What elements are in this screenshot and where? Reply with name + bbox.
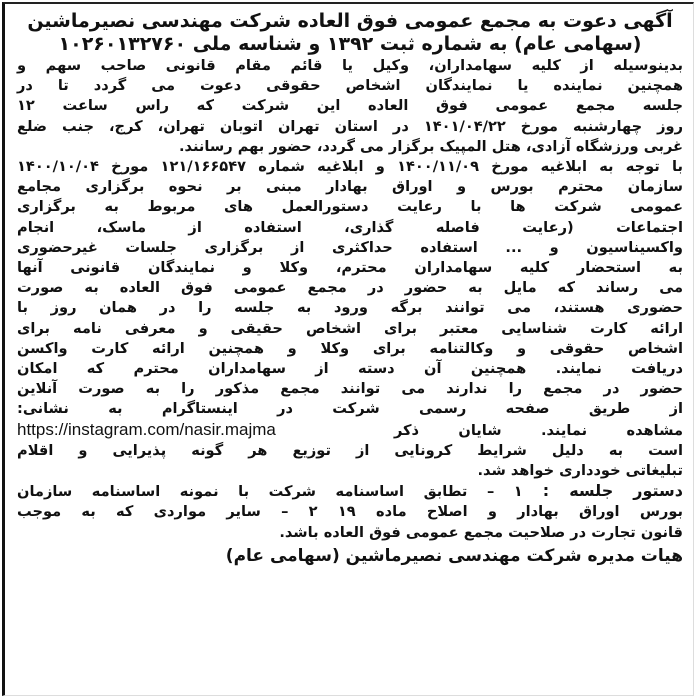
- text-line: جلسه مجمع عمومی فوق العاده این شرکت که راس ساعت ۱۲: [17, 97, 683, 115]
- instagram-link[interactable]: https://instagram.com/nasir.majma: [17, 419, 276, 439]
- text-line: به استحضار کلیه سهامداران محترم، وکلا و نمایندگان قانونی آنها: [17, 259, 683, 277]
- signature-board-of-directors: هیات مدیره شرکت مهندسی نصیرماشین (سهامی عام): [225, 545, 683, 566]
- text-line: اجتماعات (رعایت فاصله گذاری، استفاده از ماسک، انجام: [17, 218, 683, 236]
- agenda-section: [17, 481, 683, 543]
- text-line: تبلیغاتی خودداری خواهد شد.: [477, 462, 683, 480]
- notice-title: [17, 10, 683, 56]
- url-line: [17, 420, 683, 441]
- text-line: غربی ورزشگاه آزادی، هتل المپیک برگزار می گردد، حضور بهم رسانند.: [178, 137, 683, 155]
- text-line: عمومی شرکت ها با رعایت دستورالعمل های مربوط به برگزاری: [17, 198, 683, 216]
- text-line: روز چهارشنبه مورخ ۱۴۰۱/۰۴/۲۲ در استان تهران اتوبان تهران، کرج، جنب ضلع: [17, 117, 683, 135]
- agenda-item-1: ۱ – تطابق اساسنامه شرکت با نمونه اساسنامه سازمان: [17, 483, 523, 501]
- agenda-line-3: قانون تجارت در صلاحیت مجمع عمومی فوق العاده باشد.: [279, 523, 683, 541]
- title-line-1: آگهی دعوت به مجمع عمومی فوق العاده شرکت مهندسی نصیرماشین: [27, 10, 673, 32]
- agenda-line-2: بورس اوراق بهادار و اصلاح ماده ۱۹ ۲ – سایر مواردی که به موجب: [17, 503, 683, 521]
- text-line: است به دلیل شرایط کرونایی از توزیع هر گونه پذیرایی و اقلام: [17, 441, 683, 459]
- agenda-label: دستور جلسه :: [522, 481, 683, 501]
- text-line: دریافت نمایند. همچنین آن دسته از سهامداران محترم که امکان: [17, 360, 683, 378]
- text-line: بدینوسیله از کلیه سهامداران، وکیل یا قائم مقام قانونی صاحب سهم و: [17, 57, 683, 74]
- text-line: حضوری هستند، می توانند برگه ورود به جلسه را در همان روز با: [17, 299, 683, 317]
- text-line: اشخاص حقوقی و وکالتنامه برای وکلا و همچنین ارائه کارت واکسن: [17, 339, 683, 357]
- text-line: سازمان محترم بورس و اوراق بهادار مبنی بر نحوه برگزاری مجامع: [17, 178, 683, 196]
- text-line: همچنین نماینده یا نمایندگان اشخاص حقوقی دعوت می گردد تا در: [17, 77, 683, 95]
- notice-content: [17, 10, 683, 567]
- agenda-line-1: [17, 481, 683, 502]
- covid-guidelines-paragraph: [17, 157, 683, 481]
- text-line: از طریق صفحه رسمی شرکت در اینستاگرام به نشانی:: [17, 400, 683, 418]
- invitation-paragraph: [17, 56, 683, 157]
- text-line: ارائه کارت شناسایی معتبر برای اشخاص حقیقی و معرفی نامه برای: [17, 319, 683, 337]
- title-line-2: (سهامی عام) به شماره ثبت ۱۳۹۲ و شناسه ملی ۱۰۲۶۰۱۳۲۷۶۰: [58, 33, 642, 55]
- text-line: با توجه به ابلاغیه مورخ ۱۴۰۰/۱۱/۰۹ و ابلاغیه شماره ۱۲۱/۱۶۶۵۴۷ مورخ ۱۴۰۰/۱۰/۰۴: [17, 158, 683, 176]
- text-line: واکسیناسیون و ... استفاده حداکثری از برگزاری جلسات غیرحضوری: [17, 238, 683, 256]
- text-line: حضور در مجمع را ندارند می توانند مجمع مذکور را به صورت آنلاین: [17, 380, 683, 398]
- notice-frame: [2, 2, 694, 696]
- url-line-text: مشاهده نمایند. شایان ذکر: [393, 421, 684, 439]
- text-line: می رساند که مایل به حضور در مجمع عمومی فوق العاده به صورت: [17, 279, 683, 297]
